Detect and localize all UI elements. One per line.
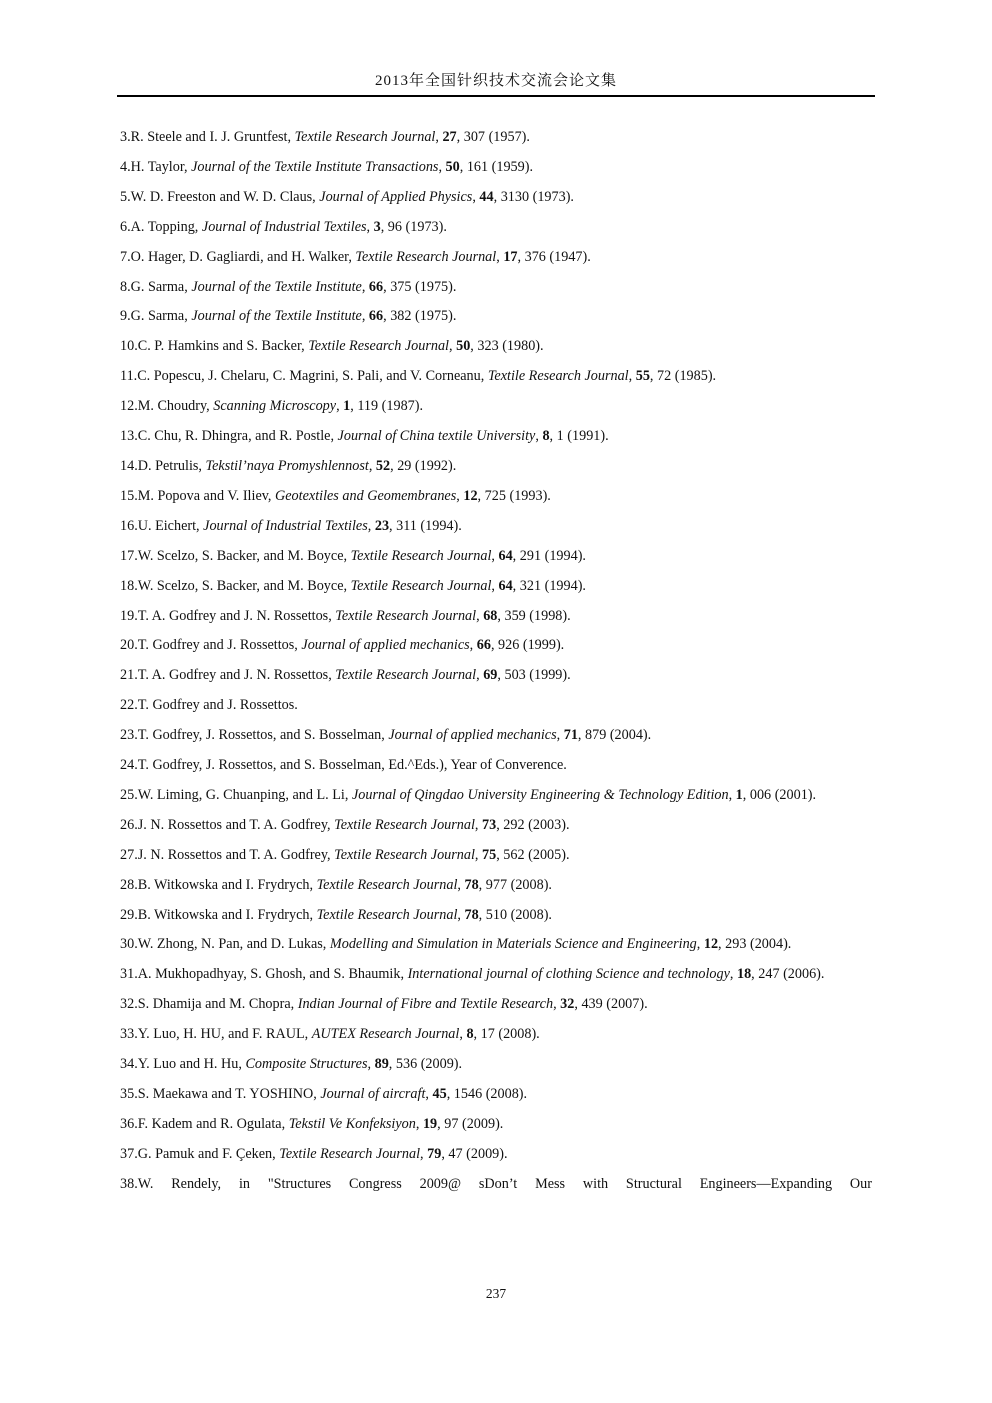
reference-authors: T. Godfrey and J. Rossettos. bbox=[137, 697, 298, 714]
reference-pages-year: , 291 (1994). bbox=[512, 547, 586, 564]
reference-number: 29. bbox=[120, 906, 138, 923]
reference-journal: Textile Research Journal bbox=[350, 577, 492, 594]
reference-pages-year: , 47 (2009). bbox=[441, 1145, 508, 1162]
reference-pages-year: , 72 (1985). bbox=[649, 368, 717, 385]
reference-authors: Y. Luo, H. HU, and F. RAUL, bbox=[137, 1026, 312, 1043]
reference-separator: , bbox=[474, 846, 483, 863]
reference-item bbox=[120, 751, 872, 781]
reference-number: 15. bbox=[120, 487, 138, 504]
reference-number: 33. bbox=[120, 1026, 138, 1043]
reference-separator: , bbox=[336, 398, 344, 415]
reference-journal: Textile Research Journal bbox=[350, 547, 492, 564]
reference-volume: 52 bbox=[375, 457, 391, 474]
reference-item bbox=[120, 362, 872, 392]
reference-pages-year: , 510 (2008). bbox=[478, 906, 552, 923]
reference-authors: B. Witkowska and I. Frydrych, bbox=[137, 906, 317, 923]
reference-volume: 19 bbox=[422, 1115, 438, 1132]
reference-number: 16. bbox=[120, 517, 138, 534]
reference-volume: 79 bbox=[427, 1145, 442, 1162]
reference-journal: Journal of the Textile Institute bbox=[191, 308, 362, 325]
reference-item bbox=[120, 990, 872, 1020]
reference-volume: 1 bbox=[735, 786, 743, 803]
reference-journal: Journal of applied mechanics bbox=[388, 727, 557, 744]
reference-pages-year: , 1546 (2008). bbox=[446, 1086, 528, 1102]
reference-volume: 78 bbox=[464, 876, 479, 893]
reference-item bbox=[120, 243, 872, 273]
reference-pages-year: , 247 (2006). bbox=[751, 966, 825, 983]
reference-number: 12. bbox=[120, 398, 138, 415]
reference-journal: Textile Research Journal bbox=[316, 876, 458, 893]
reference-authors: G. Pamuk and F. Çeken, bbox=[137, 1145, 280, 1162]
reference-volume: 66 bbox=[476, 637, 491, 654]
reference-separator: , bbox=[472, 188, 480, 205]
reference-separator: , bbox=[491, 577, 499, 594]
reference-separator: , bbox=[420, 1145, 428, 1162]
reference-separator: , bbox=[361, 308, 369, 325]
reference-separator: , bbox=[457, 876, 465, 893]
reference-journal: Textile Research Journal bbox=[334, 816, 475, 833]
reference-pages-year: , 879 (2004). bbox=[577, 727, 652, 744]
reference-separator: , bbox=[456, 487, 464, 504]
reference-authors: O. Hager, D. Gagliardi, and H. Walker, bbox=[130, 248, 356, 265]
reference-item bbox=[120, 960, 872, 990]
reference-item bbox=[120, 1080, 872, 1110]
reference-pages-year: , 006 (2001). bbox=[742, 786, 817, 803]
reference-item bbox=[120, 661, 872, 691]
reference-item bbox=[120, 1050, 872, 1080]
reference-separator: , bbox=[474, 816, 483, 833]
reference-pages-year: , 293 (2004). bbox=[718, 936, 792, 953]
reference-journal: Modelling and Simulation in Materials Science and Engineering bbox=[329, 936, 697, 953]
reference-number: 10. bbox=[120, 338, 138, 355]
reference-journal: Textile Research Journal bbox=[335, 607, 477, 624]
running-header-title: 2013年全国针织技术交流会论文集 bbox=[374, 73, 617, 89]
reference-pages-year: , 439 (2007). bbox=[574, 996, 648, 1013]
reference-journal: Indian Journal of Fibre and Textile Research bbox=[297, 996, 554, 1013]
reference-separator: , bbox=[476, 667, 484, 684]
reference-item bbox=[120, 602, 872, 632]
reference-separator: , bbox=[491, 547, 499, 564]
reference-volume: 12 bbox=[703, 936, 719, 953]
reference-item bbox=[120, 482, 872, 512]
reference-number: 22. bbox=[120, 697, 138, 714]
reference-separator: , bbox=[459, 1026, 467, 1043]
reference-pages-year: , 977 (2008). bbox=[478, 876, 552, 893]
reference-item bbox=[120, 871, 872, 901]
reference-volume: 55 bbox=[635, 368, 650, 385]
reference-journal: Textile Research Journal bbox=[487, 368, 629, 385]
reference-journal: Journal of Industrial Textiles bbox=[201, 218, 367, 235]
reference-volume: 50 bbox=[456, 338, 471, 355]
reference-item bbox=[120, 691, 872, 721]
reference-item bbox=[120, 542, 872, 572]
reference-authors: G. Sarma, bbox=[130, 308, 192, 325]
reference-number: 17. bbox=[120, 547, 138, 564]
reference-journal: International journal of clothing Science and technology bbox=[407, 966, 730, 983]
reference-authors: T. A. Godfrey and J. N. Rossettos, bbox=[137, 607, 336, 624]
reference-pages-year: , 359 (1998). bbox=[497, 607, 571, 624]
reference-pages-year: , 376 (1947). bbox=[517, 248, 591, 265]
reference-authors: D. Petrulis, bbox=[137, 457, 206, 474]
reference-authors: W. Liming, G. Chuanping, and L. Li, bbox=[137, 786, 352, 803]
reference-volume: 23 bbox=[374, 517, 390, 534]
reference-number: 28. bbox=[120, 876, 138, 893]
reference-separator: , bbox=[435, 129, 443, 145]
reference-journal: Journal of the Textile Institute Transactions bbox=[191, 158, 439, 175]
reference-volume: 75 bbox=[482, 846, 497, 863]
reference-journal: Journal of aircraft bbox=[320, 1086, 426, 1102]
reference-separator: , bbox=[729, 966, 737, 983]
reference-item bbox=[120, 572, 872, 602]
reference-volume: 45 bbox=[432, 1086, 447, 1102]
reference-separator: , bbox=[553, 996, 561, 1013]
reference-item bbox=[120, 452, 872, 482]
reference-number: 5. bbox=[120, 188, 131, 205]
reference-number: 18. bbox=[120, 577, 138, 594]
reference-pages-year: , 536 (2009). bbox=[388, 1056, 463, 1073]
reference-number: 14. bbox=[120, 457, 138, 474]
reference-separator: , bbox=[438, 158, 446, 175]
reference-pages-year: , 29 (1992). bbox=[390, 457, 457, 474]
reference-number: 36. bbox=[120, 1115, 138, 1132]
reference-authors: W. Scelzo, S. Backer, and M. Boyce, bbox=[137, 577, 351, 594]
reference-journal: Geotextiles and Geomembranes bbox=[275, 487, 457, 504]
reference-authors: A. Mukhopadhyay, S. Ghosh, and S. Bhaumik, bbox=[137, 966, 408, 983]
reference-authors: W. Zhong, N. Pan, and D. Lukas, bbox=[137, 936, 330, 953]
reference-authors: U. Eichert, bbox=[137, 517, 204, 534]
reference-item bbox=[120, 332, 872, 362]
reference-volume: 1 bbox=[343, 398, 351, 415]
header-rule bbox=[117, 95, 875, 97]
reference-separator: , bbox=[361, 278, 369, 295]
reference-authors: G. Sarma, bbox=[130, 278, 192, 295]
reference-volume: 78 bbox=[464, 906, 479, 923]
reference-pages-year: , 321 (1994). bbox=[512, 577, 586, 594]
reference-number: 24. bbox=[120, 757, 138, 774]
reference-volume: 66 bbox=[368, 308, 384, 325]
reference-journal: Tekstil’naya Promyshlennost bbox=[205, 457, 369, 474]
reference-number: 3. bbox=[120, 129, 131, 145]
reference-item bbox=[120, 1170, 872, 1200]
reference-journal: Journal of China textile University bbox=[337, 428, 536, 445]
reference-number: 20. bbox=[120, 637, 138, 654]
reference-authors: M. Choudry, bbox=[137, 398, 214, 415]
reference-journal: Textile Research Journal bbox=[316, 906, 458, 923]
reference-journal: Scanning Microscopy bbox=[213, 398, 337, 415]
reference-volume: 50 bbox=[445, 158, 460, 175]
reference-pages-year: , 292 (2003). bbox=[496, 816, 570, 833]
reference-volume: 64 bbox=[498, 547, 513, 564]
reference-authors: W. Rendely, in "Structures Congress 2009@ sDon’t Mess with Structural Engineers—Expanding Our bbox=[137, 1175, 872, 1192]
reference-pages-year: , 382 (1975). bbox=[383, 308, 457, 325]
reference-separator: , bbox=[556, 727, 564, 744]
reference-separator: , bbox=[469, 637, 477, 654]
reference-item bbox=[120, 123, 872, 153]
reference-authors: T. Godfrey and J. Rossettos, bbox=[137, 637, 302, 654]
reference-authors: C. Popescu, J. Chelaru, C. Magrini, S. Pali, and V. Corneanu, bbox=[137, 368, 488, 385]
reference-pages-year: , 323 (1980). bbox=[470, 338, 544, 355]
reference-item bbox=[120, 841, 872, 871]
reference-pages-year: , 3130 (1973). bbox=[493, 188, 574, 205]
reference-item bbox=[120, 273, 872, 303]
page-number: 237 bbox=[485, 1286, 507, 1301]
reference-authors: W. D. Freeston and W. D. Claus, bbox=[130, 188, 320, 205]
reference-volume: 89 bbox=[374, 1056, 389, 1073]
reference-volume: 17 bbox=[503, 248, 518, 265]
reference-volume: 32 bbox=[560, 996, 575, 1013]
reference-journal: AUTEX Research Journal bbox=[311, 1026, 460, 1043]
reference-journal: Journal of applied mechanics bbox=[301, 637, 470, 654]
reference-pages-year: , 562 (2005). bbox=[496, 846, 570, 863]
reference-number: 7. bbox=[120, 248, 131, 265]
reference-journal: Textile Research Journal bbox=[294, 129, 436, 145]
reference-number: 34. bbox=[120, 1056, 138, 1073]
reference-journal: Textile Research Journal bbox=[355, 248, 497, 265]
reference-volume: 71 bbox=[563, 727, 578, 744]
reference-number: 38. bbox=[120, 1175, 138, 1192]
reference-separator: , bbox=[449, 338, 457, 355]
reference-number: 30. bbox=[120, 936, 138, 953]
reference-number: 6. bbox=[120, 218, 131, 235]
reference-item bbox=[120, 930, 872, 960]
reference-volume: 44 bbox=[479, 188, 494, 205]
reference-separator: , bbox=[367, 1056, 375, 1073]
reference-authors: A. Topping, bbox=[130, 218, 202, 235]
reference-authors: H. Taylor, bbox=[130, 158, 192, 175]
reference-number: 26. bbox=[120, 816, 138, 833]
reference-volume: 64 bbox=[498, 577, 513, 594]
reference-item bbox=[120, 213, 872, 243]
reference-pages-year: , 119 (1987). bbox=[350, 398, 424, 415]
reference-separator: , bbox=[728, 786, 736, 803]
reference-journal: Journal of Applied Physics bbox=[319, 188, 473, 205]
reference-authors: W. Scelzo, S. Backer, and M. Boyce, bbox=[137, 547, 351, 564]
reference-number: 9. bbox=[120, 308, 131, 325]
reference-authors: T. Godfrey, J. Rossettos, and S. Bosselman, Ed.^Eds.), Year of Converence. bbox=[137, 757, 567, 774]
reference-item bbox=[120, 422, 872, 452]
reference-item bbox=[120, 1110, 872, 1140]
reference-item bbox=[120, 183, 872, 213]
reference-pages-year: , 17 (2008). bbox=[473, 1026, 540, 1043]
reference-authors: Y. Luo and H. Hu, bbox=[137, 1056, 246, 1073]
reference-pages-year: , 1 (1991). bbox=[549, 428, 609, 445]
reference-separator: , bbox=[628, 368, 636, 385]
reference-item bbox=[120, 1140, 872, 1170]
reference-authors: J. N. Rossettos and T. A. Godfrey, bbox=[137, 816, 335, 833]
reference-journal: Textile Research Journal bbox=[335, 667, 477, 684]
reference-journal: Textile Research Journal bbox=[308, 338, 449, 355]
reference-volume: 27 bbox=[442, 129, 457, 145]
reference-separator: , bbox=[457, 906, 465, 923]
reference-volume: 68 bbox=[483, 607, 498, 624]
reference-journal: Textile Research Journal bbox=[334, 846, 475, 863]
reference-authors: M. Popova and V. Iliev, bbox=[137, 487, 276, 504]
reference-number: 13. bbox=[120, 428, 138, 445]
reference-number: 35. bbox=[120, 1086, 138, 1102]
reference-journal: Journal of Industrial Textiles bbox=[203, 517, 368, 534]
reference-volume: 12 bbox=[463, 487, 478, 504]
reference-item bbox=[120, 781, 872, 811]
reference-pages-year: , 725 (1993). bbox=[477, 487, 551, 504]
reference-authors: S. Dhamija and M. Chopra, bbox=[137, 996, 298, 1013]
reference-journal: Journal of Qingdao University Engineering & Technology Edition bbox=[351, 786, 729, 803]
reference-item bbox=[120, 811, 872, 841]
reference-volume: 18 bbox=[736, 966, 752, 983]
reference-separator: , bbox=[696, 936, 704, 953]
reference-item bbox=[120, 721, 872, 751]
reference-item bbox=[120, 153, 872, 183]
reference-number: 8. bbox=[120, 278, 131, 295]
reference-separator: , bbox=[368, 457, 376, 474]
reference-number: 23. bbox=[120, 727, 138, 744]
reference-separator: , bbox=[535, 428, 543, 445]
reference-number: 21. bbox=[120, 667, 138, 684]
reference-item bbox=[120, 392, 872, 422]
reference-item bbox=[120, 631, 872, 661]
reference-separator: , bbox=[415, 1115, 423, 1132]
reference-item bbox=[120, 512, 872, 542]
reference-number: 11. bbox=[120, 368, 138, 385]
reference-pages-year: , 503 (1999). bbox=[497, 667, 571, 684]
reference-number: 32. bbox=[120, 996, 138, 1013]
reference-volume: 69 bbox=[483, 667, 498, 684]
reference-authors: R. Steele and I. J. Gruntfest, bbox=[130, 129, 295, 145]
reference-pages-year: , 375 (1975). bbox=[383, 278, 457, 295]
reference-number: 27. bbox=[120, 846, 138, 863]
reference-journal: Journal of the Textile Institute bbox=[191, 278, 362, 295]
reference-authors: F. Kadem and R. Ogulata, bbox=[137, 1115, 289, 1132]
reference-pages-year: , 96 (1973). bbox=[380, 218, 447, 235]
reference-journal: Tekstil Ve Konfeksiyon bbox=[288, 1115, 416, 1132]
reference-item bbox=[120, 901, 872, 931]
reference-authors: C. P. Hamkins and S. Backer, bbox=[137, 338, 309, 355]
reference-volume: 8 bbox=[466, 1026, 474, 1043]
reference-separator: , bbox=[425, 1086, 433, 1102]
reference-separator: , bbox=[496, 248, 504, 265]
reference-item bbox=[120, 1020, 872, 1050]
reference-volume: 3 bbox=[373, 218, 381, 235]
reference-pages-year: , 926 (1999). bbox=[490, 637, 565, 654]
reference-separator: , bbox=[367, 517, 375, 534]
reference-item bbox=[120, 302, 872, 332]
reference-volume: 8 bbox=[542, 428, 550, 445]
reference-pages-year: , 307 (1957). bbox=[456, 129, 530, 145]
reference-volume: 66 bbox=[368, 278, 384, 295]
reference-separator: , bbox=[366, 218, 374, 235]
reference-authors: T. A. Godfrey and J. N. Rossettos, bbox=[137, 667, 336, 684]
reference-number: 37. bbox=[120, 1145, 138, 1162]
reference-number: 31. bbox=[120, 966, 138, 983]
reference-number: 25. bbox=[120, 786, 138, 803]
reference-volume: 73 bbox=[482, 816, 497, 833]
reference-journal: Textile Research Journal bbox=[279, 1145, 421, 1162]
reference-authors: B. Witkowska and I. Frydrych, bbox=[137, 876, 317, 893]
reference-list bbox=[120, 123, 872, 1200]
reference-authors: S. Maekawa and T. YOSHINO, bbox=[137, 1086, 321, 1102]
reference-pages-year: , 161 (1959). bbox=[459, 158, 534, 175]
reference-separator: , bbox=[476, 607, 484, 624]
reference-authors: J. N. Rossettos and T. A. Godfrey, bbox=[137, 846, 335, 863]
reference-journal: Composite Structures bbox=[245, 1056, 368, 1073]
reference-authors: T. Godfrey, J. Rossettos, and S. Bosselman, bbox=[137, 727, 389, 744]
reference-pages-year: , 97 (2009). bbox=[437, 1115, 504, 1132]
reference-authors: C. Chu, R. Dhingra, and R. Postle, bbox=[137, 428, 338, 445]
reference-number: 19. bbox=[120, 607, 138, 624]
reference-number: 4. bbox=[120, 158, 131, 175]
reference-pages-year: , 311 (1994). bbox=[389, 517, 462, 534]
